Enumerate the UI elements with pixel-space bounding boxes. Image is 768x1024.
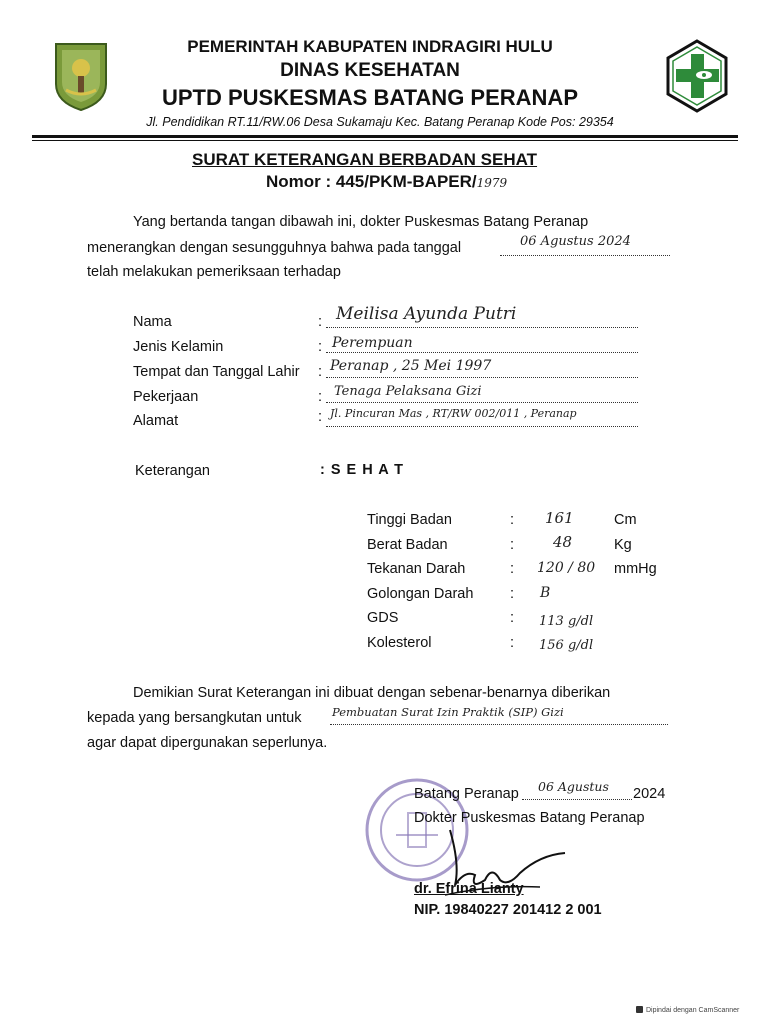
field-line-occupation (326, 402, 638, 403)
vital-value-height: 161 (545, 509, 574, 527)
keterangan-value: : S E H A T (320, 462, 405, 478)
field-colon-name: : (318, 314, 323, 330)
signature-year: 2024 (633, 786, 666, 802)
header-address: Jl. Pendidikan RT.11/RW.06 Desa Sukamaju Kec. Batang Peranap Kode Pos: 29354 (146, 115, 614, 129)
vital-colon-cholesterol: : (510, 635, 515, 651)
field-line-name (326, 327, 638, 328)
header-government: PEMERINTAH KABUPATEN INDRAGIRI HULU (187, 37, 553, 56)
exam-date-handwritten: 06 Agustus 2024 (520, 234, 631, 249)
document-title: SURAT KETERANGAN BERBADAN SEHAT (192, 150, 538, 169)
header-agency: DINAS KESEHATAN (280, 60, 460, 81)
document-number-text: Nomor : 445/PKM-BAPER/ (266, 172, 477, 191)
signature-role: Dokter Puskesmas Batang Peranap (414, 810, 645, 826)
vital-label-height: Tinggi Badan (367, 512, 452, 528)
puskesmas-logo (664, 38, 730, 114)
keterangan-label: Keterangan (135, 463, 210, 479)
closing-line-3: agar dapat dipergunakan seperlunya. (87, 735, 328, 751)
field-value-occupation: Tenaga Pelaksana Gizi (334, 384, 482, 399)
field-value-birth: Peranap , 25 Mei 1997 (330, 358, 492, 374)
vital-value-cholesterol: 156 g/dl (539, 638, 594, 653)
signature-date-handwritten: 06 Agustus (538, 779, 609, 794)
scanner-icon (636, 1006, 643, 1013)
scanner-watermark (636, 1006, 739, 1014)
intro-line-2: menerangkan dengan sesungguhnya bahwa pada tanggal (87, 240, 462, 256)
field-colon-birth: : (318, 364, 323, 380)
field-colon-gender: : (318, 339, 323, 355)
field-label-address: Alamat (133, 413, 179, 429)
vital-value-weight: 48 (553, 533, 573, 551)
vital-colon-gds: : (510, 610, 515, 626)
regency-logo (50, 38, 112, 112)
field-label-name: Nama (133, 314, 172, 330)
scanner-text: Dipindai dengan CamScanner (646, 1007, 740, 1014)
vital-label-cholesterol: Kolesterol (367, 635, 432, 651)
vital-label-gds: GDS (367, 610, 399, 626)
vital-colon-blood-pressure: : (510, 561, 515, 577)
header-divider-thin (32, 140, 738, 141)
field-line-gender (326, 352, 638, 353)
vital-unit-height: Cm (614, 512, 637, 528)
vital-colon-height: : (510, 512, 515, 528)
vital-unit-weight: Kg (614, 537, 632, 553)
vital-colon-blood-type: : (510, 586, 515, 602)
document-number-handwritten: 1979 (476, 176, 508, 190)
purpose-handwritten: Pembuatan Surat Izin Praktik (SIP) Gizi (332, 705, 564, 719)
header-institution: UPTD PUSKESMAS BATANG PERANAP (162, 85, 578, 110)
field-value-gender: Perempuan (332, 335, 413, 351)
field-line-address (326, 426, 638, 427)
closing-line-2: kepada yang bersangkutan untuk (87, 710, 302, 726)
header-divider-thick (32, 135, 738, 138)
intro-line-1: Yang bertanda tangan dibawah ini, dokter Puskesmas Batang Peranap (133, 214, 589, 230)
signatory-nip: NIP. 19840227 201412 2 001 (414, 902, 602, 918)
closing-line-1: Demikian Surat Keterangan ini dibuat dengan sebenar-benarnya diberikan (133, 685, 611, 701)
vital-value-blood-type: B (540, 585, 551, 601)
signature-date-line (522, 799, 632, 800)
exam-date-line (500, 255, 670, 256)
vital-label-weight: Berat Badan (367, 537, 448, 553)
field-colon-occupation: : (318, 389, 323, 405)
field-label-gender: Jenis Kelamin (133, 339, 224, 355)
field-label-occupation: Pekerjaan (133, 389, 199, 405)
vital-label-blood-pressure: Tekanan Darah (367, 561, 466, 577)
signatory-name: dr. Efrina Lianty (414, 881, 524, 897)
field-value-address: Jl. Pincuran Mas , RT/RW 002/011 , Peranap (330, 407, 577, 420)
vital-unit-blood-pressure: mmHg (614, 561, 657, 577)
field-colon-address: : (318, 409, 323, 425)
document-number (266, 172, 507, 192)
vital-value-gds: 113 g/dl (539, 614, 594, 629)
purpose-line (330, 724, 668, 725)
vital-label-blood-type: Golongan Darah (367, 586, 474, 602)
vital-value-blood-pressure: 120 / 80 (537, 560, 596, 576)
field-label-birth: Tempat dan Tanggal Lahir (133, 364, 300, 380)
field-value-name: Meilisa Ayunda Putri (336, 304, 517, 324)
vital-colon-weight: : (510, 537, 515, 553)
intro-line-3: telah melakukan pemeriksaan terhadap (87, 264, 341, 280)
signature-place: Batang Peranap (414, 786, 519, 802)
field-line-birth (326, 377, 638, 378)
